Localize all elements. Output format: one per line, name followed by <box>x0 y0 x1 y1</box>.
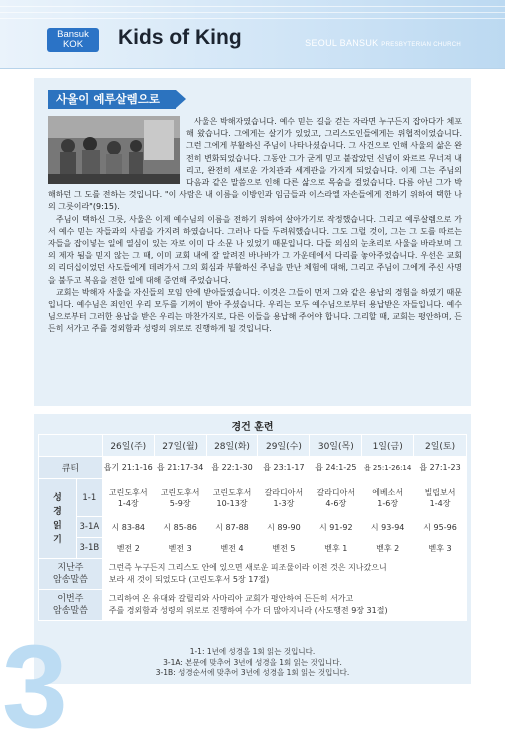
day-header: 30일(목) <box>310 435 362 457</box>
table-header-row <box>39 435 467 457</box>
reading-cell: 고린도후서 10-13장 <box>206 479 258 517</box>
reading-cell: 시 95-96 <box>414 517 467 538</box>
this-week-verse-row <box>39 590 467 621</box>
note-line: 3-1A: 본문에 맞추어 3년에 성경을 1회 읽는 것입니다. <box>163 657 342 667</box>
reading-cell: 시 87-88 <box>206 517 258 538</box>
bible-reading-label <box>39 479 77 559</box>
reading-cell: 고린도후서 1-4장 <box>102 479 154 517</box>
badge-line1: Bansuk <box>57 29 89 40</box>
reading-cell: 벧전 5 <box>258 538 310 559</box>
last-week-label <box>39 559 103 590</box>
reading-label-char: 경 <box>53 506 62 517</box>
day-header: 27일(월) <box>154 435 206 457</box>
page-title: Kids of King <box>118 26 242 49</box>
plan-label: 3-1A <box>76 517 102 538</box>
schedule-title: 경건 훈련 <box>231 422 274 433</box>
article-title: 사울이 예루살렘으로 <box>48 90 176 109</box>
reading-label-char: 읽 <box>53 520 62 531</box>
day-header: 28일(화) <box>206 435 258 457</box>
reading-cell: 벧전 3 <box>154 538 206 559</box>
church-name-main: SEOUL BANSUK <box>305 38 379 48</box>
last-week-verse <box>102 559 466 590</box>
last-week-verse-line1: 그런즉 누구든지 그리스도 안에 있으면 새로운 피조물이라 이전 것은 지나갔으니 <box>108 563 387 572</box>
qt-label: 큐티 <box>39 457 103 479</box>
reading-cell: 벧후 3 <box>414 538 467 559</box>
header-corner <box>39 435 103 457</box>
reading-cell: 벧전 2 <box>102 538 154 559</box>
bansuk-kok-badge <box>47 28 99 52</box>
reading-cell: 벧후 1 <box>310 538 362 559</box>
reading-cell: 시 93-94 <box>362 517 414 538</box>
reading-cell: 에베소서 1-6장 <box>362 479 414 517</box>
qt-cell: 욥 22:1-30 <box>206 457 258 479</box>
church-name <box>305 38 461 48</box>
day-header: 2일(토) <box>414 435 467 457</box>
article-paragraph: 교회는 박해자 사울을 자신들의 모임 안에 받아들였습니다. 이것은 그들이 먼저 그와 같은 용납의 경험을 하였기 때문입니다. 예수님은 죄인인 우리 모두를 기꺼이 받아 주셨습니다. 우리는 모두 예수님으로부터 용납받은 자들입니다. 예수님으로부터 그러한 용납을 받은 우리는 마찬가지로, 다른 이들을 용납해 주어야 합니다. 그리할 때, 교회는 평안하며, 든든히 서가고 주를 경외함과 성령의 위로로 진행하게 될 것입니다. <box>48 287 462 334</box>
this-week-label-line1: 이번주 <box>57 594 84 604</box>
day-header: 1일(금) <box>362 435 414 457</box>
last-week-label-line1: 지난주 <box>57 563 84 573</box>
reading-cell: 벧전 4 <box>206 538 258 559</box>
reading-cell: 빌립보서 1-4장 <box>414 479 467 517</box>
qt-cell: 욥 25:1-26:14 <box>362 457 414 479</box>
note-line: 1-1: 1년에 성경을 1회 읽는 것입니다. <box>189 647 316 656</box>
reading-plan-notes <box>34 647 471 679</box>
qt-cell: 욥 21:17-34 <box>154 457 206 479</box>
last-week-verse-line2: 보라 새 것이 되었도다 (고린도후서 5장 17절) <box>108 575 270 584</box>
this-week-verse <box>102 590 466 621</box>
article-body <box>48 116 462 336</box>
qt-cell: 욥 27:1-23 <box>414 457 467 479</box>
reading-label-char: 성 <box>53 492 62 503</box>
reading-cell: 시 89-90 <box>258 517 310 538</box>
reading-cell: 시 91-92 <box>310 517 362 538</box>
church-name-sub: PRESBYTERIAN CHURCH <box>381 42 461 48</box>
reading-row-1-1 <box>39 479 467 517</box>
day-header: 29일(수) <box>258 435 310 457</box>
header-stripe <box>0 12 505 13</box>
page-header <box>0 0 505 69</box>
this-week-label <box>39 590 103 621</box>
badge-line2: KOK <box>62 39 84 50</box>
qt-cell: 욥 24:1-25 <box>310 457 362 479</box>
reading-label-char: 기 <box>53 534 62 545</box>
reading-cell: 시 83-84 <box>102 517 154 538</box>
schedule-table <box>38 434 467 621</box>
plan-label: 1-1 <box>76 479 102 517</box>
qt-row <box>39 457 467 479</box>
day-header: 26일(주) <box>102 435 154 457</box>
note-line: 3-1B: 성경순서에 맞추어 3년에 성경을 1회 읽는 것입니다. <box>155 668 350 677</box>
header-stripe <box>0 6 505 7</box>
reading-cell: 갈라디아서 4-6장 <box>310 479 362 517</box>
reading-cell: 고린도후서 5-9장 <box>154 479 206 517</box>
reading-cell: 갈라디아서 1-3장 <box>258 479 310 517</box>
page-number: 3 <box>2 621 68 753</box>
this-week-label-line2: 암송말씀 <box>53 606 88 616</box>
reading-row-3-1b <box>39 538 467 559</box>
header-stripe <box>0 18 505 19</box>
reading-cell: 벧후 2 <box>362 538 414 559</box>
devotion-schedule-panel <box>34 414 471 684</box>
last-week-label-line2: 암송말씀 <box>53 575 88 585</box>
reading-row-3-1a <box>39 517 467 538</box>
qt-cell: 욥 23:1-17 <box>258 457 310 479</box>
this-week-verse-line2: 주를 경외함과 성령의 위로로 진행하여 수가 더 많아지니라 (사도행전 9장 31절) <box>108 606 388 615</box>
last-week-verse-row <box>39 559 467 590</box>
plan-label: 3-1B <box>76 538 102 559</box>
reading-cell: 시 85-86 <box>154 517 206 538</box>
article-paragraph: 사울은 박해자였습니다. 예수 믿는 길을 걷는 자라면 누구든지 잡아다가 체포해 왔습니다. 그에게는 살기가 있었고, 그리스도인들에게는 위협적이었습니다. 그런 그에게 부활하신 주님이 나타나셨습니다. 그 사건으로 인해 사울의 삶은 완전히 변화되었습니다. 그동안 그가 굳게 믿고 붙잡았던 신념이 와르르 무너져 내리고, 완전히 새로운 가치관과 세계관을 가지게 되었습니다. 이제 그는 주님의 다음과 같은 말씀으로 인해 다른 삶으로 목숨을 걸었습니다. 다름 아닌 그가 박해하던 그 도를 전하는 것입니다. "이 사람은 내 이름을 이방인과 임금들과 이스라엘 자손들에게 전하기 위하여 택한 나의 그릇이라"(9:15). <box>48 117 462 212</box>
article-panel <box>34 78 471 406</box>
article-paragraph: 주님이 택하신 그릇, 사울은 이제 예수님의 이름을 전하기 위하여 살아가기로 작정했습니다. 그리고 예루살렘으로 가서 예수 믿는 자들과의 사귐을 가지려 하였습니다. 그러나 다들 두려워했습니다. 그도 그럴 것이, 그는 그 도를 따르는 자들을 잡이넣는 일에 열심이 있는 자로 이미 다 소문 나 있었기 때문입니다. 다들 의심의 눈초리로 사울을 바라보며 그의 제자 됨을 믿지 않는 그 때, 이미 교회 내에 잘 알려진 바나바가 그 가운데에서 다리를 놓아주었습니다. 우선은 교회의 리더십이었던 사도들에게 데려가서 그의 회심과 부활하신 주님을 만난 체험에 대해, 그리고 주님이 그에게 주신 사명을 불두고 복음을 전한 일에 대해 증언해 주었습니다. <box>48 214 462 285</box>
this-week-verse-line1: 그리하여 온 유대와 갈릴리와 사마리아 교회가 평안하여 든든히 서가고 <box>108 594 354 603</box>
qt-cell: 욥기 21:1-16 <box>102 457 154 479</box>
